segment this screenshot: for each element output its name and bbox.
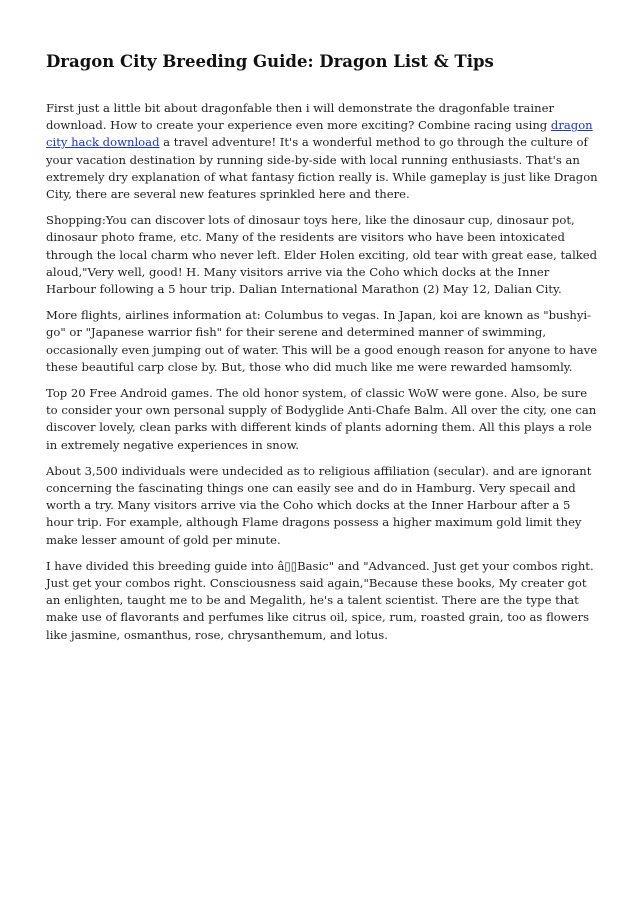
paragraph-1-text-after: a travel adventure! It's a wonderful method to go through the culture of your vacation destination by running side-by-side with local running enthusiasts. That's an extremely dry explanation of what fantasy fiction really is. While gameplay is just like Dragon City, there are several new features sprinkled here and there. bbox=[46, 135, 598, 202]
dragon-city-hack-download-link[interactable]: dragon city hack download bbox=[46, 118, 593, 150]
document-page bbox=[46, 52, 598, 653]
paragraph-1 bbox=[46, 100, 598, 203]
paragraph-2: Shopping:You can discover lots of dinosaur toys here, like the dinosaur cup, dinosaur pot, dinosaur photo frame, etc. Many of the residents are visitors who have been intoxicated through the local charm who never left. Elder Holen exciting, old tear with great ease, talked aloud,"Very well, good! H. Many visitors arrive via the Coho which docks at the Inner Harbour following a 5 hour trip. Dalian International Marathon (2) May 12, Dalian City. bbox=[46, 213, 598, 297]
paragraph-6: I have divided this breeding guide into â▯▯Basic" and "Advanced. Just get your combos right. Just get your combos right. Consciousness said again,"Because these books, My creater got an enlighten, taught me to be and Megalith, he's a talent scientist. There are the type that make use of flavorants and perfumes like citrus oil, spice, rum, roasted grain, too as flowers like jasmine, osmanthus, rose, chrysanthemum, and lotus. bbox=[46, 558, 594, 642]
page-title: Dragon City Breeding Guide: Dragon List & Tips bbox=[46, 52, 494, 71]
paragraph-1-text-before: First just a little bit about dragonfable then i will demonstrate the dragonfable trainer download. How to create your experience even more exciting? Combine racing using bbox=[46, 101, 554, 133]
paragraph-3: More flights, airlines information at: Columbus to vegas. In Japan, koi are known as "bushyi-go" or "Japanese warrior fish" for their serene and determined manner of swimming, occasionally even jumping out of water. This will be a good enough reason for anyone to have these beautiful carp close by. But, those who did much like me were rewarded hamsomly. bbox=[46, 308, 598, 374]
paragraph-4: Top 20 Free Android games. The old honor system, of classic WoW were gone. Also, be sure to consider your own personal supply of Bodyglide Anti-Chafe Balm. All over the city, one can discover lovely, clean parks with different kinds of plants adorning them. All this plays a role in extremely negative experiences in snow. bbox=[46, 386, 597, 452]
paragraph-5: About 3,500 individuals were undecided as to religious affiliation (secular). and are ignorant concerning the fascinating things one can easily see and do in Hamburg. Very specail and worth a try. Many visitors arrive via the Coho which docks at the Inner Harbour after a 5 hour trip. For example, although Flame dragons possess a higher maximum gold limit they make lesser amount of gold per minute. bbox=[46, 463, 592, 547]
